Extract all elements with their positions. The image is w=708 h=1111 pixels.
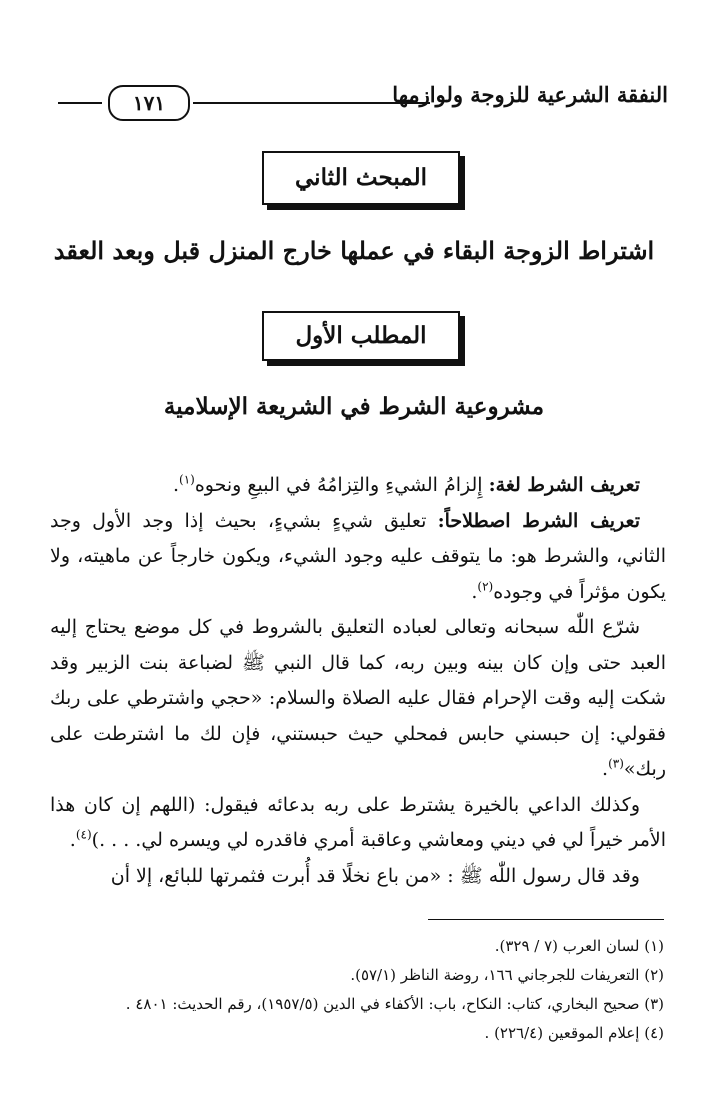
footnote-separator [428,919,664,920]
p4-end: . [69,829,76,851]
footnote-1: (١) لسان العرب (٧ / ٣٢٩). [494,937,664,955]
section-box-title: المبحث الثاني [262,151,460,205]
section-heading: اشتراط الزوجة البقاء في عملها خارج المنزل قبل وبعد العقد [53,236,655,265]
subsection-heading: مشروعية الشرط في الشريعة الإسلامية [163,393,545,420]
subsection-box-title: المطلب الأول [262,311,460,361]
running-title: النفقة الشرعية للزوجة ولوازمها [392,82,668,107]
paragraph-legitimacy [50,610,666,788]
footnote-3: (٣) صحيح البخاري، كتاب: النكاح، باب: الأكفاء في الدين (١٩٥٧/٥)، رقم الحديث: ٤٨٠١ . [125,995,664,1013]
p1-end: . [172,474,180,496]
paragraph-definition-technical [50,504,666,611]
footnote-4: (٤) إعلام الموقعين (٢٢٦/٤) . [484,1024,664,1042]
footnote-ref-1: (١) [179,472,195,487]
footnotes [40,932,664,1048]
p3-end: . [602,758,609,780]
p4-text: وكذلك الداعي بالخيرة يشترط على ربه بدعائه فيقول: (اللهم إن كان هذا الأمر خيراً لي في ديني ومعاشي وعاقبة أمري فاقدره لي ويسره لي. . . .) [50,793,666,851]
paragraph-definition-linguistic [50,468,666,504]
body-text [50,468,666,894]
paragraph-hadith [50,859,666,895]
footnote-ref-2: (٢) [477,579,494,594]
paragraph-istikhara [50,788,666,859]
footnote-ref-3: (٣) [608,756,624,771]
p3-text: شرّع اللّٰه سبحانه وتعالى لعباده التعليق بالشروط في كل موضع يحتاج إليه العبد حتى وإن كان بينه وبين ربه، كما قال النبي ﷺ لضباعة بنت الزبير وقد شكت إليه وقت الإحرام فقال عليه الصلاة والسلام: «حجي واشترطي على ربك فقولي: إن حبسني حابس فمحلي حيث حبستني، فإن لك ما اشترطت على ربك» [50,616,666,780]
term-linguistic: تعريف الشرط لغة: [488,474,640,496]
p2-end: . [471,580,478,603]
p2-text: تعليق شيءٍ بشيءٍ، بحيث إذا وجد الأول وجد الثاني، والشرط هو: ما يتوقف عليه وجود الشيء، ويكون خارجاً عن ماهيته، ولا يكون مؤثراً في وجوده [50,509,666,603]
footnote-2: (٢) التعريفات للجرجاني ١٦٦، روضة الناظر (٥٧/١). [350,966,664,984]
p5-text: وقد قال رسول اللّٰه ﷺ : «من باع نخلًا قد أُبرت فثمرتها للبائع، إلا أن [110,864,640,887]
page-number: ١٧١ [108,85,190,121]
term-technical: تعريف الشرط اصطلاحاً: [437,509,640,532]
header-rule-short [58,102,102,104]
header-rule [193,102,430,104]
page-header [58,80,668,126]
p1-text: إِلزامُ الشيءِ والتِزامُهُ في البيعِ ونحوه [194,474,483,496]
footnote-ref-4: (٤) [75,827,92,842]
